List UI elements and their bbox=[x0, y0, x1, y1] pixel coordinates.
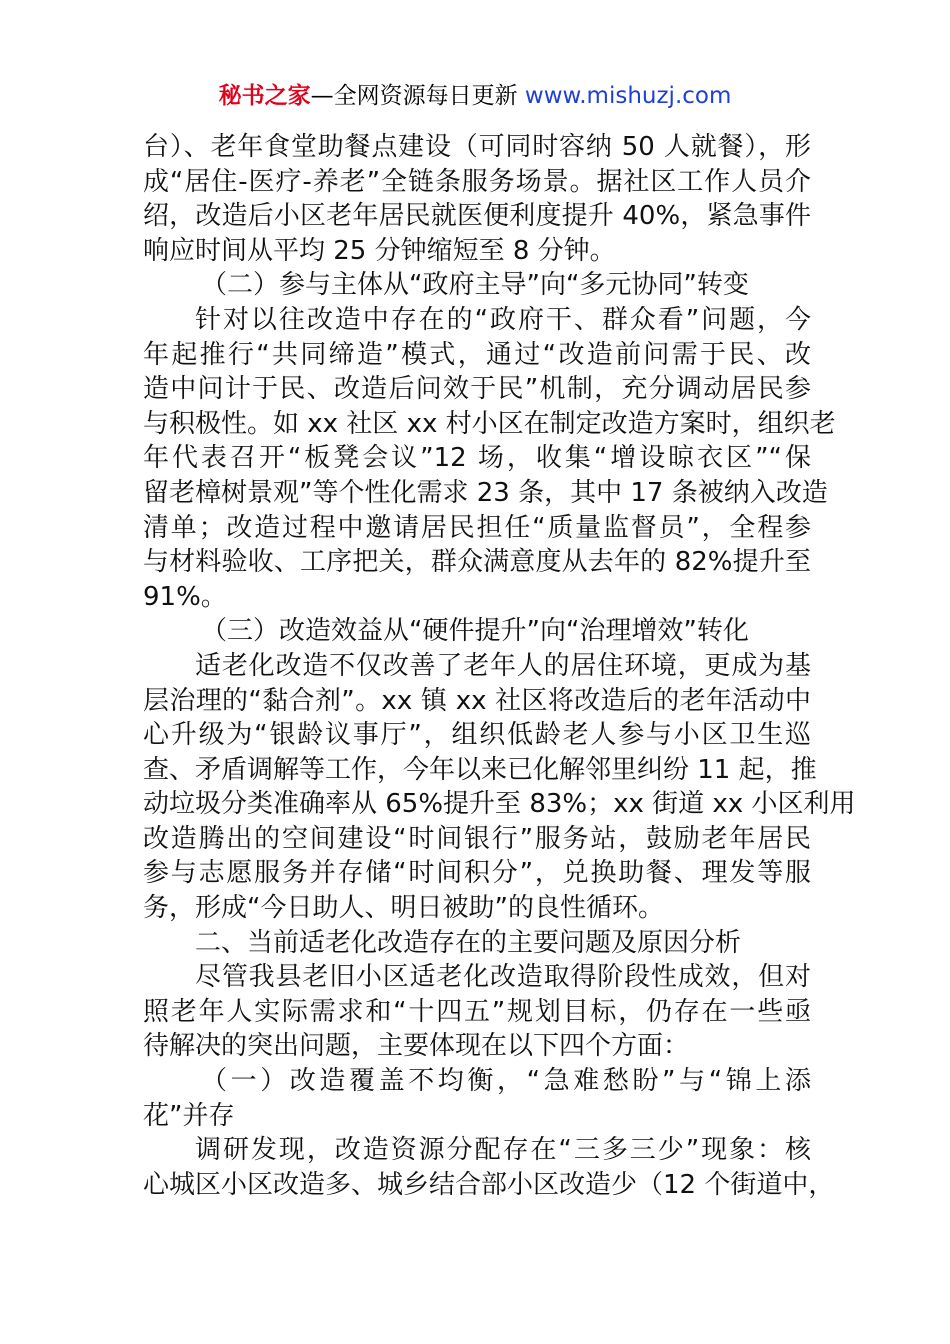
text-line: 改造腾出的空间建设“时间银行”服务站，鼓励老年居民 bbox=[143, 823, 811, 854]
text-line: 调研发现，改造资源分配存在“三多三少”现象：核 bbox=[195, 1135, 811, 1166]
section-heading: （三）改造效益从“硬件提升”向“治理增效”转化 bbox=[201, 616, 749, 647]
text-line: 查、矛盾调解等工作，今年以来已化解邻里纠纷 11 起，推 bbox=[143, 754, 817, 785]
text-line: 响应时间从平均 25 分钟缩短至 8 分钟。 bbox=[143, 235, 616, 266]
text-line: 造中问计于民、改造后问效于民”机制，充分调动居民参 bbox=[143, 374, 811, 405]
text-line: 务，形成“今日助人、明日被助”的良性循环。 bbox=[143, 893, 664, 924]
text-line: 成“居住-医疗-养老”全链条服务场景。据社区工作人员介 bbox=[143, 166, 811, 197]
text-line: 台）、老年食堂助餐点建设（可同时容纳 50 人就餐），形 bbox=[143, 132, 811, 162]
text-line: 清单；改造过程中邀请居民担任“质量监督员”，全程参 bbox=[143, 512, 811, 543]
text-line: 年起推行“共同缔造”模式，通过“改造前问需于民、改 bbox=[143, 339, 811, 370]
text-line: 心升级为“银龄议事厅”，组织低龄老人参与小区卫生巡 bbox=[143, 720, 811, 751]
text-line: 91%。 bbox=[143, 581, 227, 612]
text-line: 层治理的“黏合剂”。xx 镇 xx 社区将改造后的老年活动中 bbox=[143, 685, 811, 716]
site-brand: 秘书之家 bbox=[218, 83, 311, 109]
text-line: 适老化改造不仅改善了老年人的居住环境，更成为基 bbox=[195, 650, 811, 681]
text-line: 年代表召开“板凳会议”12 场，收集“增设晾衣区”“保 bbox=[143, 443, 811, 474]
text-line: 针对以往改造中存在的“政府干、群众看”问题，今 bbox=[195, 304, 811, 335]
text-line: 留老樟树景观”等个性化需求 23 条，其中 17 条被纳入改造 bbox=[143, 477, 828, 508]
text-line: 与积极性。如 xx 社区 xx 村小区在制定改造方案时，组织老 bbox=[143, 408, 836, 439]
document-body bbox=[143, 130, 856, 1202]
text-line: 尽管我县老旧小区适老化改造取得阶段性成效，但对 bbox=[195, 962, 811, 993]
text-line: 照老年人实际需求和“十四五”规划目标，仍存在一些亟 bbox=[143, 996, 811, 1027]
text-line: 待解决的突出问题，主要体现在以下四个方面： bbox=[143, 1031, 690, 1062]
site-url[interactable]: www.mishuzj.com bbox=[524, 83, 732, 109]
text-line: 参与志愿服务并存储“时间积分”，兑换助餐、理发等服 bbox=[143, 858, 811, 889]
chapter-heading: 二、当前适老化改造存在的主要问题及原因分析 bbox=[195, 927, 742, 958]
section-heading: （一）改造覆盖不均衡，“急难愁盼”与“锦上添 bbox=[201, 1066, 811, 1097]
site-slogan: —全网资源每日更新 bbox=[310, 83, 525, 109]
text-line: 与材料验收、工序把关，群众满意度从去年的 82%提升至 bbox=[143, 547, 811, 578]
section-heading-cont: 花”并存 bbox=[143, 1100, 235, 1131]
site-header bbox=[0, 80, 950, 112]
text-line: 绍，改造后小区老年居民就医便利度提升 40%，紧急事件 bbox=[143, 201, 811, 232]
text-line: 心城区小区改造多、城乡结合部小区改造少（12 个街道中， bbox=[143, 1169, 835, 1200]
section-heading: （二）参与主体从“政府主导”向“多元协同”转变 bbox=[201, 270, 749, 301]
text-line: 动垃圾分类准确率从 65%提升至 83%；xx 街道 xx 小区利用 bbox=[143, 789, 856, 820]
